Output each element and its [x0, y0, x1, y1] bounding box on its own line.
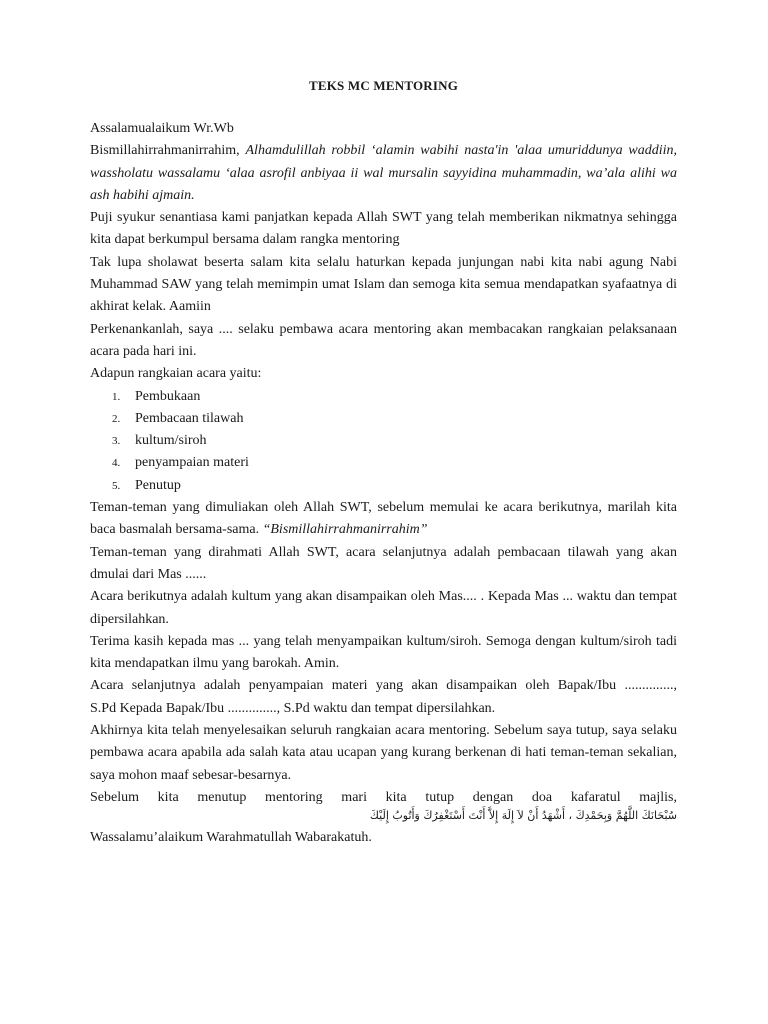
agenda-list	[90, 386, 677, 497]
paragraph-tilawah: Teman-teman yang dirahmati Allah SWT, acara selanjutnya adalah pembacaan tilawah yang akan dmulai dari Mas ......	[90, 544, 677, 582]
list-item-label: Penutup	[135, 477, 181, 493]
list-item	[90, 452, 677, 474]
list-item-label: Pembukaan	[135, 388, 201, 404]
paragraph-doa: Sebelum kita menutup mentoring mari kita tutup dengan doa kafaratul majlis,	[90, 789, 677, 805]
closing-salam: Wassalamu’alaikum Warahmatullah Wabarakatuh.	[90, 830, 372, 846]
paragraph-basmalah	[90, 497, 677, 542]
list-item-number: 5.	[112, 479, 121, 492]
list-item	[90, 475, 677, 497]
paragraph-akhirnya: Akhirnya kita telah menyelesaikan seluruh rangkaian acara mentoring. Sebelum saya tutup, saya selaku pembawa acara apabila ada salah kata atau ucapan yang kurang berkenan di hati teman-teman sekalian, saya mohon maaf sebesar-besarnya.	[90, 723, 677, 783]
list-item-number: 4.	[112, 457, 121, 470]
paragraph-materi	[90, 675, 677, 720]
list-item	[90, 430, 677, 452]
list-item-label: Pembacaan tilawah	[135, 410, 244, 426]
list-item-number: 2.	[112, 412, 121, 425]
document-title: TEKS MC MENTORING	[308, 78, 459, 93]
materi-line-2: S.Pd Kepada Bapak/Ibu .............., S.Pd waktu dan tempat dipersilahkan.	[90, 700, 496, 716]
document-body	[90, 118, 677, 850]
list-item	[90, 408, 677, 430]
paragraph-perkenalan: Perkenankanlah, saya .... selaku pembawa acara mentoring akan membacakan rangkaian pelaksanaan acara pada hari ini.	[90, 321, 677, 359]
paragraph-adapun: Adapun rangkaian acara yaitu:	[90, 366, 262, 382]
list-item	[90, 386, 677, 408]
list-item-number: 1.	[112, 390, 121, 403]
paragraph-terima-kasih: Terima kasih kepada mas ... yang telah menyampaikan kultum/siroh. Semoga dengan kultum/siroh tadi kita mendapatkan ilmu yang barokah. Amin.	[90, 633, 677, 672]
materi-line-1: Acara selanjutnya adalah penyampaian materi yang akan disampaikan oleh Bapak/Ibu ..............,	[90, 678, 677, 694]
paragraph-kultum: Acara berikutnya adalah kultum yang akan disampaikan oleh Mas.... . Kepada Mas ... waktu dan tempat dipersilahkan.	[90, 589, 677, 627]
opening-prefix: Bismillahirrahmanirrahim,	[90, 143, 246, 159]
list-item-label: kultum/siroh	[135, 433, 207, 449]
list-item-label: penyampaian materi	[135, 455, 249, 471]
doa-arabic-text: سُبْحَانَكَ اللَّهُمَّ وَبِحَمْدِكَ ، أَشْهَدُ أَنْ لاَ إِلَهَ إِلاَّ أَنْتَ أَسْتَغْفِرُكَ وَأَتُوبُ إِلَيْكَ	[369, 809, 677, 823]
greeting: Assalamualaikum Wr.Wb	[90, 121, 234, 136]
opening-italic: Alhamdulillah robbil ‘alamin wabihi nasta'in 'alaa umuriddunya waddiin, wassholatu wassalamu ‘alaa asrofil anbiyaa ii wal mursalin sayyidina muhammadin, wa’ala alihi wa ash habihi ajmain.	[90, 143, 678, 203]
list-item-number: 3.	[112, 435, 121, 448]
paragraph-sholawat: Tak lupa sholawat beserta salam kita selalu haturkan kepada junjungan nabi kita nabi agung Nabi Muhammad SAW yang telah memimpin umat Islam dan semoga kita semua mendapatkan syafaatnya di akhirat kelak. Aamiin	[90, 254, 677, 315]
basmalah-text: Teman-teman yang dimuliakan oleh Allah SWT, sebelum memulai ke acara berikutnya, marilah kita baca basmalah bersama-sama.	[90, 500, 677, 538]
opening-paragraph	[90, 140, 677, 207]
paragraph-puji-syukur: Puji syukur senantiasa kami panjatkan kepada Allah SWT yang telah memberikan nikmatnya sehingga kita dapat berkumpul bersama dalam rangka mentoring	[90, 210, 677, 248]
basmalah-quote: “Bismillahirrahmanirrahim”	[262, 522, 428, 538]
